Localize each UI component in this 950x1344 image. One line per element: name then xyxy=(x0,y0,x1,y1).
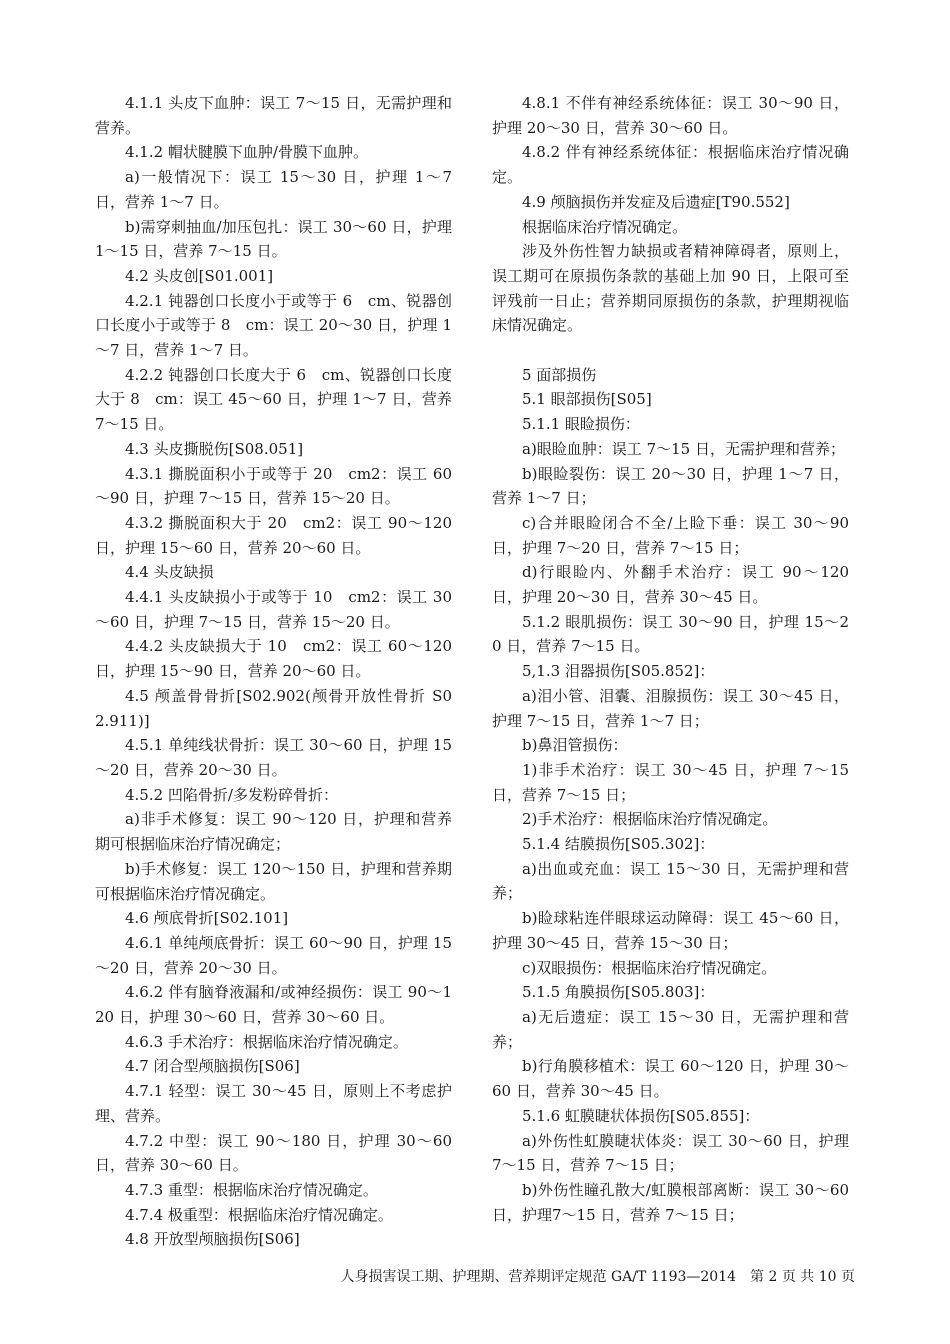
paragraph: b)需穿刺抽血/加压包扎：误工 30～60 日，护理 1～15 日，营养 7～15 日。 xyxy=(95,217,452,261)
paragraph: 4.6.3 手术治疗：根据临床治疗情况确定。 xyxy=(125,1032,408,1051)
paragraph: 5.1 眼部损伤[S05] xyxy=(522,390,652,409)
paragraph: 4.8.1 不伴有神经系统体征：误工 30～90 日，护理 20～30 日，营养 30～60 日。 xyxy=(492,94,849,137)
paragraph: c)双眼损伤：根据临床治疗情况确定。 xyxy=(522,958,777,977)
paragraph: 4.8 开放型颅脑损伤[S06] xyxy=(125,1230,300,1249)
section-heading: 5 面部损伤 xyxy=(522,365,597,384)
paragraph: 4.2.1 钝器创口长度小于或等于 6 cm、锐器创口长度小于或等于 8 cm：误工 20～30 日，护理 1～7 日，营养 1～7 日。 xyxy=(95,291,452,360)
paragraph: 4.3.2 撕脱面积大于 20 cm2：误工 90～120 日，护理 15～60 日，营养 20～60 日。 xyxy=(95,513,452,557)
paragraph: 4.3 头皮撕脱伤[S08.051] xyxy=(125,439,304,458)
paragraph: 5.1.6 虹膜睫状体损伤[S05.855]： xyxy=(522,1106,760,1125)
paragraph: 4.5 颅盖骨骨折[S02.902(颅骨开放性骨折 S0 2.911)] xyxy=(95,686,468,730)
paragraph: 5.1.1 眼睑损伤： xyxy=(522,415,640,434)
paragraph: 4.7.3 重型：根据临床治疗情况确定。 xyxy=(125,1180,378,1199)
paragraph: 1)非手术治疗：误工 30～45 日，护理 7～15 日，营养 7～15 日； xyxy=(492,760,849,804)
paragraph: 4.6.1 单纯颅底骨折：误工 60～90 日，护理 15～20 日，营养 20～30 日。 xyxy=(95,933,452,977)
page-footer: 人身损害误工期、护理期、营养期评定规范 GA/T 1193—2014 第 2 页 共 10 页 xyxy=(340,1269,855,1285)
paragraph: b)眼睑裂伤：误工 20～30 日，护理 1～7 日，营养 1～7 日； xyxy=(492,464,849,508)
paragraph: 4.1.1 头皮下血肿：误工 7～15 日，无需护理和营养。 xyxy=(95,94,452,137)
paragraph: 5.1.5 角膜损伤[S05.803]： xyxy=(522,983,715,1002)
right-column xyxy=(492,91,849,1227)
paragraph: 4.5.2 凹陷骨折/多发粉碎骨折： xyxy=(125,785,338,804)
paragraph: a)出血或充血：误工 15～30 日，无需护理和营养； xyxy=(492,859,849,903)
paragraph: 根据临床治疗情况确定。 xyxy=(522,217,688,236)
paragraph: 4.4 头皮缺损 xyxy=(125,563,214,582)
paragraph: 4.6.2 伴有脑脊液漏和/或神经损伤：误工 90～120 日，护理 30～60 日，营养 30～60 日。 xyxy=(95,983,452,1027)
paragraph: b)手术修复：误工 120～150 日，护理和营养期可根据临床治疗情况确定。 xyxy=(95,859,452,903)
paragraph: 4.4.1 头皮缺损小于或等于 10 cm2：误工 30～60 日，护理 7～15 日，营养 15～20 日。 xyxy=(95,588,452,631)
paragraph: 4.7.4 极重型：根据临床治疗情况确定。 xyxy=(125,1205,393,1224)
paragraph: 涉及外伤性智力缺损或者精神障碍者，原则上，误工期可在原损伤条款的基础上加 90 日，上限可至评残前一日止；营养期同原损伤的条款，护理期视临床情况确定。 xyxy=(492,242,849,335)
paragraph: 2)手术治疗：根据临床治疗情况确定。 xyxy=(522,810,778,829)
paragraph: a)一般情况下：误工 15～30 日，护理 1～7 日，营养 1～7 日。 xyxy=(95,168,452,211)
paragraph: 4.4.2 头皮缺损大于 10 cm2：误工 60～120 日，护理 15～90 日，营养 20～60 日。 xyxy=(95,637,452,681)
paragraph: 4.1.2 帽状腱膜下血肿/骨膜下血肿。 xyxy=(125,143,368,162)
paragraph: 4.8.2 伴有神经系统体征：根据临床治疗情况确定。 xyxy=(492,143,849,187)
paragraph: 4.7 闭合型颅脑损伤[S06] xyxy=(125,1057,300,1076)
paragraph: a)眼睑血肿：误工 7～15 日，无需护理和营养； xyxy=(522,439,845,458)
paragraph: 5.1.2 眼肌损伤：误工 30～90 日，护理 15～20 日，营养 7～15 日。 xyxy=(492,612,849,656)
paragraph: c)合并眼睑闭合不全/上睑下垂：误工 30～90 日，护理 7～20 日，营养 7～15 日； xyxy=(492,513,849,557)
paragraph: b)外伤性瞳孔散大/虹膜根部离断：误工 30～60 日，护理7～15 日，营养 7～15 日； xyxy=(492,1180,849,1224)
paragraph: b)鼻泪管损伤： xyxy=(522,736,628,755)
paragraph: 4.2 头皮创[S01.001] xyxy=(125,266,274,285)
paragraph: 4.7.1 轻型：误工 30～45 日，原则上不考虑护理、营养。 xyxy=(95,1082,452,1125)
paragraph: 4.6 颅底骨折[S02.101] xyxy=(125,909,289,928)
paragraph: a)外伤性虹膜睫状体炎：误工 30～60 日，护理 7～15 日，营养 7～15 日； xyxy=(492,1131,849,1175)
paragraph: 4.5.1 单纯线状骨折：误工 30～60 日，护理 15～20 日，营养 20～30 日。 xyxy=(95,736,452,779)
paragraph: 5,1.3 泪器损伤[S05.852]： xyxy=(522,662,715,681)
paragraph: b)睑球粘连伴眼球运动障碍：误工 45～60 日，护理 30～45 日，营养 15～30 日； xyxy=(492,909,849,952)
paragraph: 4.7.2 中型：误工 90～180 日，护理 30～60 日，营养 30～60 日。 xyxy=(95,1131,452,1175)
paragraph: a)非手术修复：误工 90～120 日，护理和营养期可根据临床治疗情况确定； xyxy=(95,810,452,854)
paragraph: a)泪小管、泪囊、泪腺损伤：误工 30～45 日，护理 7～15 日，营养 1～7 日； xyxy=(492,686,849,730)
paragraph: 4.9 颅脑损伤并发症及后遗症[T90.552] xyxy=(522,192,790,211)
left-column xyxy=(95,91,468,1252)
paragraph: b)行角膜移植术：误工 60～120 日，护理 30～60 日，营养 30～45 日。 xyxy=(492,1057,849,1101)
blank-line xyxy=(492,338,849,363)
paragraph: d)行眼睑内、外翻手术治疗：误工 90～120 日，护理 20～30 日，营养 30～45 日。 xyxy=(492,563,849,607)
paragraph: 5.1.4 结膜损伤[S05.302]： xyxy=(522,835,715,854)
paragraph: 4.3.1 撕脱面积小于或等于 20 cm2：误工 60～90 日，护理 7～15 日，营养 15～20 日。 xyxy=(95,464,452,508)
paragraph: a)无后遗症：误工 15～30 日，无需护理和营养； xyxy=(492,1008,849,1051)
paragraph: 4.2.2 钝器创口长度大于 6 cm、锐器创口长度大于 8 cm：误工 45～60 日，护理 1～7 日，营养 7～15 日。 xyxy=(95,365,452,434)
